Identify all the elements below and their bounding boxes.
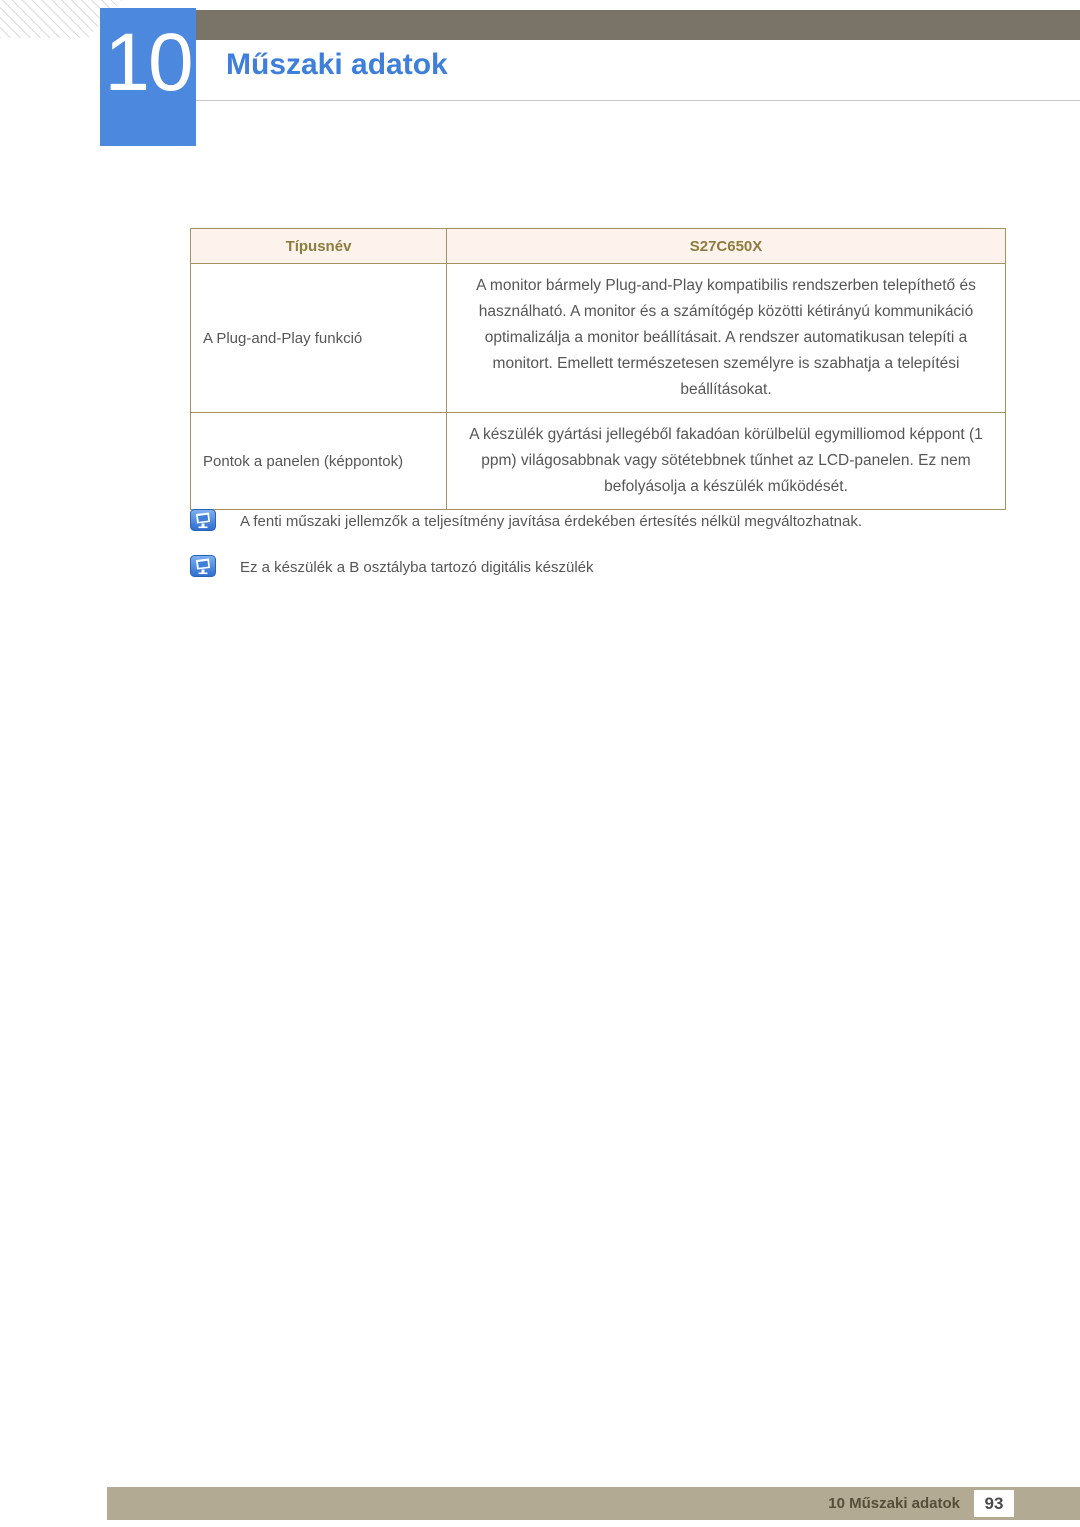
table-header-model-value: S27C650X <box>447 229 1006 264</box>
row-value-plug-and-play: A monitor bármely Plug-and-Play kompatibilis rendszerben telepíthető és használható. A monitor és a számítógép közötti kétirányú kommunikáció optimalizálja a monitor beállításait. A rendszer automatikusan telepíti a monitort. Emellett természetesen személyre is szabhatja a telepítési beállításokat. <box>447 264 1006 413</box>
row-label-panel-dots: Pontok a panelen (képpontok) <box>191 413 447 510</box>
page-title: Műszaki adatok <box>226 48 448 81</box>
chapter-number: 10 <box>104 17 192 108</box>
table-header-row <box>191 229 1006 264</box>
table-row <box>191 413 1006 510</box>
note-item <box>190 510 1010 532</box>
page-number: 93 <box>974 1490 1014 1517</box>
monitor-note-icon <box>190 555 216 577</box>
title-underline <box>196 100 1080 101</box>
footer-section-label: 10 Műszaki adatok <box>828 1495 960 1512</box>
table-header-model-label: Típusnév <box>191 229 447 264</box>
row-value-panel-dots: A készülék gyártási jellegéből fakadóan körülbelül egymilliomod képpont (1 ppm) világosabbnak vagy sötétebbnek tűnhet az LCD-panelen. Ez nem befolyásolja a készülék működését. <box>447 413 1006 510</box>
table-row <box>191 264 1006 413</box>
row-label-plug-and-play: A Plug-and-Play funkció <box>191 264 447 413</box>
monitor-note-icon <box>190 509 216 531</box>
footer-bar <box>107 1487 1080 1520</box>
spec-table-container <box>190 228 1005 510</box>
spec-table <box>190 228 1006 510</box>
chapter-number-block <box>100 8 196 146</box>
note-text: A fenti műszaki jellemzők a teljesítmény javítása érdekében értesítés nélkül megváltozhatnak. <box>240 513 862 530</box>
notes-section <box>190 510 1010 602</box>
note-text: Ez a készülék a B osztályba tartozó digitális készülék <box>240 559 594 576</box>
note-item <box>190 556 1010 578</box>
top-bar <box>186 10 1080 40</box>
